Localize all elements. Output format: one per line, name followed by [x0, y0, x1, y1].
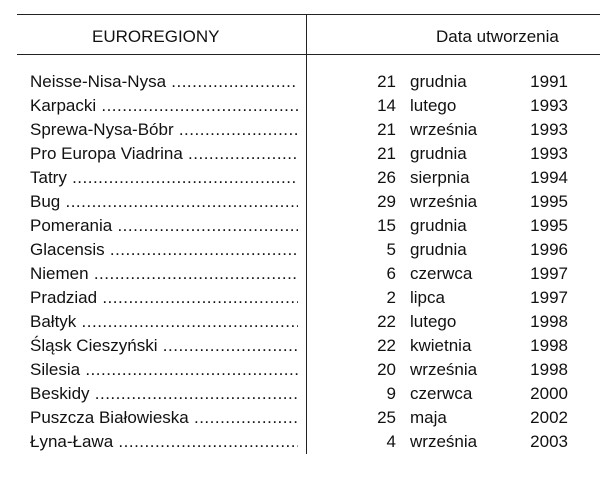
region-name: Bałtyk ..... — [30, 310, 298, 334]
table-row — [0, 94, 611, 118]
header-euroregions: EUROREGIONY — [92, 27, 220, 46]
year: 1997 — [530, 264, 568, 283]
region-name: Pradziad ..... — [30, 286, 298, 310]
table-body — [0, 70, 611, 454]
region-name: Puszcza Białowieska ..... — [30, 406, 298, 430]
header-creation-date: Data utworzenia — [436, 27, 559, 46]
month: lutego — [410, 96, 457, 115]
year: 1998 — [530, 336, 568, 355]
table-row — [0, 70, 611, 94]
year: 2000 — [530, 384, 568, 403]
region-name: Silesia ..... — [30, 358, 298, 382]
month: lipca — [410, 288, 445, 307]
region-name: Niemen ..... — [30, 262, 298, 286]
day: 21 — [377, 120, 396, 139]
day: 14 — [377, 96, 396, 115]
day: 2 — [386, 288, 396, 307]
month: lutego — [410, 312, 457, 331]
day: 26 — [377, 168, 396, 187]
region-name: Neisse-Nisa-Nysa ..... — [30, 70, 298, 94]
region-name: Karpacki ..... — [30, 94, 298, 118]
day: 22 — [377, 336, 396, 355]
year: 1995 — [530, 192, 568, 211]
month: czerwca — [410, 264, 473, 283]
day: 9 — [386, 384, 396, 403]
month: września — [410, 120, 478, 139]
year: 1993 — [530, 144, 568, 163]
day: 29 — [377, 192, 396, 211]
table-row — [0, 406, 611, 430]
table-row — [0, 190, 611, 214]
month: września — [410, 360, 478, 379]
region-name: Śląsk Cieszyński ..... — [30, 334, 298, 358]
region-name: Bug ..... — [30, 190, 298, 214]
table-row — [0, 382, 611, 406]
table-row — [0, 214, 611, 238]
table-row — [0, 334, 611, 358]
region-name: Tatry ..... — [30, 166, 298, 190]
year: 1997 — [530, 288, 568, 307]
year: 1998 — [530, 312, 568, 331]
year: 1996 — [530, 240, 568, 259]
table-row — [0, 310, 611, 334]
region-name: Beskidy ..... — [30, 382, 298, 406]
month: września — [410, 192, 478, 211]
day: 21 — [377, 72, 396, 91]
day: 4 — [386, 432, 396, 451]
month: grudnia — [410, 72, 467, 91]
day: 20 — [377, 360, 396, 379]
day: 6 — [386, 264, 396, 283]
year: 2002 — [530, 408, 568, 427]
day: 22 — [377, 312, 396, 331]
table-row — [0, 286, 611, 310]
year: 1991 — [530, 72, 568, 91]
table-row — [0, 358, 611, 382]
month: sierpnia — [410, 168, 470, 187]
table-row — [0, 142, 611, 166]
month: grudnia — [410, 216, 467, 235]
year: 1994 — [530, 168, 568, 187]
top-rule — [17, 14, 600, 15]
day: 5 — [386, 240, 396, 259]
year: 1993 — [530, 96, 568, 115]
year: 1998 — [530, 360, 568, 379]
table-row — [0, 118, 611, 142]
region-name: Glacensis ..... — [30, 238, 298, 262]
year: 1993 — [530, 120, 568, 139]
table-row — [0, 238, 611, 262]
month: września — [410, 432, 478, 451]
month: czerwca — [410, 384, 473, 403]
month: grudnia — [410, 240, 467, 259]
year: 2003 — [530, 432, 568, 451]
day: 25 — [377, 408, 396, 427]
table-row — [0, 262, 611, 286]
month: grudnia — [410, 144, 467, 163]
year: 1995 — [530, 216, 568, 235]
day: 21 — [377, 144, 396, 163]
header-rule — [17, 54, 600, 55]
region-name: Łyna-Ława ..... — [30, 430, 298, 454]
table-row — [0, 430, 611, 454]
region-name: Pro Europa Viadrina ..... — [30, 142, 298, 166]
table-row — [0, 166, 611, 190]
region-name: Sprewa-Nysa-Bóbr ..... — [30, 118, 298, 142]
region-name: Pomerania ..... — [30, 214, 298, 238]
month: maja — [410, 408, 447, 427]
month: kwietnia — [410, 336, 472, 355]
day: 15 — [377, 216, 396, 235]
